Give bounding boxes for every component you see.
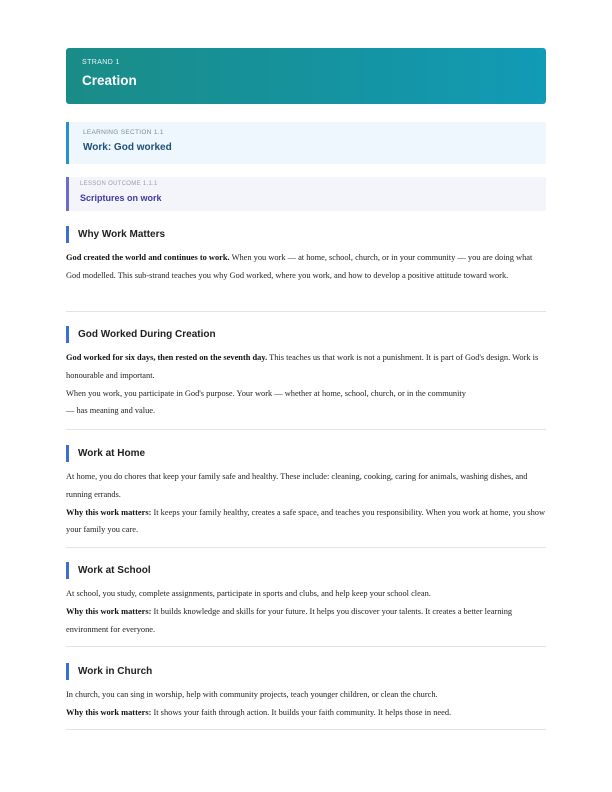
learning-section-box: [66, 122, 546, 164]
strand-title: Creation: [82, 73, 137, 88]
section-heading: Why Work Matters: [66, 226, 546, 243]
bold-lead: God worked for six days, then rested on the seventh day.: [66, 353, 268, 362]
lesson-outcome-box: [66, 177, 546, 211]
section-heading: God Worked During Creation: [66, 326, 546, 343]
paragraph: [66, 603, 546, 639]
divider: [66, 547, 546, 548]
paragraph: [66, 385, 546, 421]
lesson-outcome-title: Scriptures on work: [80, 193, 162, 203]
paragraph: [66, 349, 546, 385]
section-body: [66, 468, 546, 539]
learning-section-kicker: LEARNING SECTION 1.1: [83, 129, 164, 136]
section-heading: Work in Church: [66, 663, 546, 680]
section-body: [66, 585, 546, 638]
section-god-worked-during-creation: [66, 326, 546, 420]
divider: [66, 729, 546, 730]
paragraph-text: It shows your faith through action. It builds your faith community. It helps those in need.: [151, 707, 452, 717]
section-body: [66, 349, 546, 420]
learning-section-title: Work: God worked: [83, 142, 172, 153]
divider: [66, 646, 546, 647]
paragraph: At home, you do chores that keep your family safe and healthy. These include: cleaning, cooking, caring for animals, washing dishes, and running errands.: [66, 472, 528, 499]
paragraph-text: It builds knowledge and skills for your future. It helps you discover your talents. It creates a better learning environment for everyone.: [66, 606, 513, 634]
section-why-work-matters: [66, 226, 546, 285]
paragraph: [66, 249, 546, 285]
section-body: [66, 249, 546, 285]
divider: [66, 429, 546, 430]
bold-lead: Why this work matters:: [66, 707, 152, 717]
section-body: [66, 686, 546, 722]
paragraph: [66, 504, 546, 540]
paragraph-line: When you work, you participate in God's purpose. Your work — whether at home, school, church, or in the community: [66, 388, 466, 398]
section-work-at-home: [66, 445, 546, 539]
paragraph-text: This teaches us that work is not a punishment. It is part of God's design. Work is honourable and important.: [66, 353, 539, 380]
paragraph: In church, you can sing in worship, help with community projects, teach younger children, or clean the church.: [66, 690, 438, 699]
paragraph: [66, 704, 546, 722]
divider: [66, 311, 546, 312]
bold-lead: God created the world and continues to work.: [66, 253, 230, 262]
paragraph: At school, you study, complete assignments, participate in sports and clubs, and help keep your school clean.: [66, 589, 431, 598]
strand-kicker: STRAND 1: [82, 59, 120, 66]
paragraph-text: When you work — at home, school, church, or in your community — you are doing what God modelled. This sub-strand teaches you why God worked, where you work, and how to develop a positive attitude toward work.: [66, 253, 533, 280]
paragraph-line: — has meaning and value.: [66, 406, 156, 416]
paragraph-text: It keeps your family healthy, creates a safe space, and teaches you responsibility. When you work at home, you show your family you care.: [66, 507, 546, 535]
bold-lead: Why this work matters:: [66, 507, 152, 517]
section-heading: Work at Home: [66, 445, 546, 462]
strand-banner: [66, 48, 546, 104]
bold-lead: Why this work matters:: [66, 606, 152, 616]
section-work-in-church: [66, 663, 546, 722]
section-heading: Work at School: [66, 562, 546, 579]
lesson-outcome-kicker: LESSON OUTCOME 1.1.1: [80, 181, 158, 187]
section-work-at-school: [66, 562, 546, 638]
